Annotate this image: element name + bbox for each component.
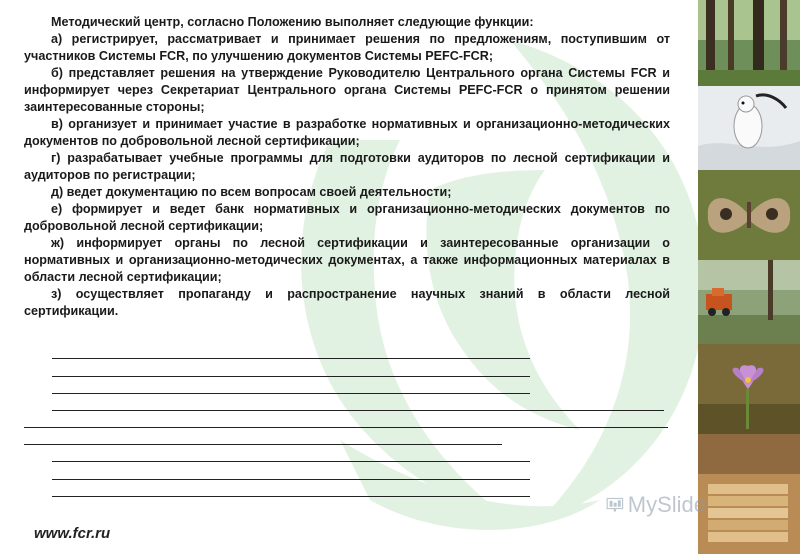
crocus-flower-photo <box>698 344 800 434</box>
website-url[interactable]: www.fcr.ru <box>34 525 111 542</box>
blank-line <box>24 427 668 428</box>
blank-line <box>52 496 530 497</box>
blank-line <box>52 479 530 480</box>
forest-photo <box>698 0 800 86</box>
ermine-snow-photo <box>698 86 800 170</box>
blank-line <box>52 358 530 359</box>
logging-machine-photo <box>698 260 800 344</box>
blank-line <box>24 444 502 445</box>
blank-line <box>52 393 530 394</box>
myslide-logo <box>606 490 706 520</box>
lumber-stack-photo <box>698 434 800 554</box>
list-item: в) организует и принимает участие в разработке нормативных и организационно-методических документов по добровольной лесной сертификации; <box>24 117 670 148</box>
list-item: а) регистрирует, рассматривает и принимает решения по предложениям, поступившим от участников Системы FCR, по улучшению документов Системы PEFC-FCR; <box>24 32 670 63</box>
list-item: г) разрабатывает учебные программы для подготовки аудиторов по лесной сертификации и аудиторов по регистрации; <box>24 151 670 182</box>
document-body <box>24 14 670 320</box>
blank-line <box>52 461 530 462</box>
logo-text: MySlide <box>627 492 706 517</box>
list-item: е) формирует и ведет банк нормативных и организационно-методических документов по добровольной лесной сертификации; <box>24 202 670 233</box>
blank-line <box>52 376 530 377</box>
document-heading: Методический центр, согласно Положению выполняет следующие функции: <box>51 15 534 29</box>
photo-strip <box>698 0 800 554</box>
list-item: ж) информирует органы по лесной сертификации и заинтересованные организации о нормативных и организационно-методических документах, а также информационных материалах в области лесной сертификации; <box>24 236 670 284</box>
blank-line <box>52 410 664 411</box>
list-item: б) представляет решения на утверждение Руководителю Центрального органа Системы FCR и информирует через Секретариат Центрального органа Системы PEFC-FCR о принятом решении заинтересованные стороны; <box>24 66 670 114</box>
moth-photo <box>698 170 800 260</box>
list-item: з) осуществляет пропаганду и распространение научных знаний в области лесной сертификации. <box>24 287 670 318</box>
presentation-icon <box>606 492 624 518</box>
list-item: д) ведет документацию по всем вопросам своей деятельности; <box>51 185 452 199</box>
